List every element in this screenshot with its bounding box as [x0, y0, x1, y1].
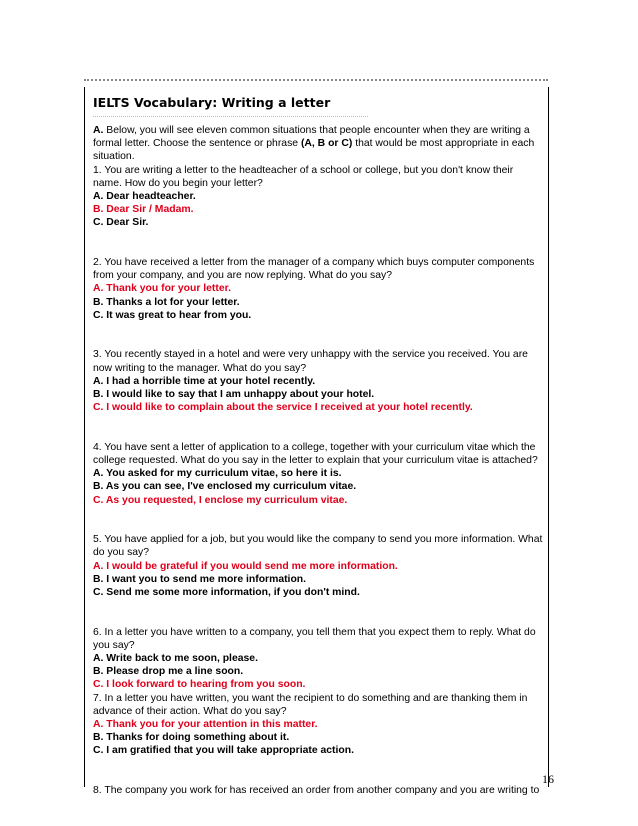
answer-option: A. You asked for my curriculum vitae, so here it is. [93, 468, 342, 480]
question-list [93, 164, 543, 798]
answer-option: C. Dear Sir. [93, 217, 149, 229]
intro-bold: (A, B or C) [300, 138, 353, 150]
question-block [93, 626, 543, 692]
answer-option: B. Thanks a lot for your letter. [93, 296, 240, 308]
question-block [93, 441, 543, 507]
answer-option-correct: C. I would like to complain about the service I received at your hotel recently. [93, 402, 473, 414]
question-spacer [93, 414, 543, 440]
question-block [93, 692, 543, 758]
answer-option: A. Dear headteacher. [93, 191, 196, 203]
answer-option: B. As you can see, I've enclosed my curriculum vitae. [93, 481, 357, 493]
answer-option: B. I want you to send me more information. [93, 573, 307, 585]
answer-option-correct: C. I look forward to hearing from you soon. [93, 679, 306, 691]
question-prompt: 4. You have sent a letter of application to a college, together with your curriculum vitae which the college requested. What do you say in the letter to explain that your curriculum vitae is attached? [93, 441, 538, 467]
title-underline [93, 116, 368, 117]
question-spacer [93, 507, 543, 533]
question-block [93, 348, 543, 414]
question-prompt: 8. The company you work for has received an order from another company and you are writing to [93, 785, 540, 797]
intro-paragraph [93, 124, 543, 164]
answer-option-correct: A. Thank you for your attention in this matter. [93, 719, 318, 731]
answer-option-correct: A. I would be grateful if you would send me more information. [93, 560, 398, 572]
question-prompt: 5. You have applied for a job, but you would like the company to send you more information. What do you say? [93, 534, 543, 559]
question-spacer [93, 230, 543, 256]
question-spacer [93, 599, 543, 625]
top-dotted-rule [84, 79, 548, 81]
question-prompt: 2. You have received a letter from the manager of a company which buys computer components from your company, and you are now replying. What do you say? [93, 257, 535, 282]
question-prompt: 7. In a letter you have written, you want the recipient to do something and are thanking them in advance of their action. What do you say? [93, 692, 528, 717]
answer-option: A. I had a horrible time at your hotel recently. [93, 375, 316, 387]
intro-label: A. [93, 125, 104, 136]
worksheet-content [93, 124, 543, 797]
answer-option: C. It was great to hear from you. [93, 309, 252, 321]
intro-text-before: Below, you will see eleven common situations that people encounter when they are writing a formal letter. Choose the sentence or phrase [93, 125, 530, 150]
question-block [93, 256, 543, 322]
answer-option: A. Write back to me soon, please. [93, 653, 258, 665]
question-prompt: 6. In a letter you have written to a company, you tell them that you expect them to reply. What do you say? [93, 626, 536, 651]
answer-option: B. Please drop me a line soon. [93, 666, 244, 678]
answer-option: B. I would like to say that I am unhappy about your hotel. [93, 389, 375, 401]
worksheet-box [84, 87, 549, 797]
page-number: 16 [542, 772, 554, 786]
answer-option-correct: B. Dear Sir / Madam. [93, 204, 194, 216]
answer-option: B. Thanks for doing something about it. [93, 732, 290, 744]
answer-option: C. I am gratified that you will take appropriate action. [93, 745, 354, 757]
answer-option-correct: C. As you requested, I enclose my curriculum vitae. [93, 494, 348, 506]
question-block [93, 164, 543, 230]
answer-option: C. Send me some more information, if you don't mind. [93, 587, 360, 599]
question-block [93, 784, 543, 797]
question-block [93, 533, 543, 599]
question-prompt: 1. You are writing a letter to the headteacher of a school or college, but you don't know their name. How do you begin your letter? [93, 164, 514, 189]
question-spacer [93, 758, 543, 784]
answer-option-correct: A. Thank you for your letter. [93, 283, 231, 295]
question-prompt: 3. You recently stayed in a hotel and were very unhappy with the service you received. You are now writing to the manager. What do you say? [93, 349, 528, 374]
question-spacer [93, 322, 543, 348]
intro-text-after: that would be most appropriate in each situation. [93, 138, 535, 163]
page-title: IELTS Vocabulary: Writing a letter [93, 95, 331, 110]
